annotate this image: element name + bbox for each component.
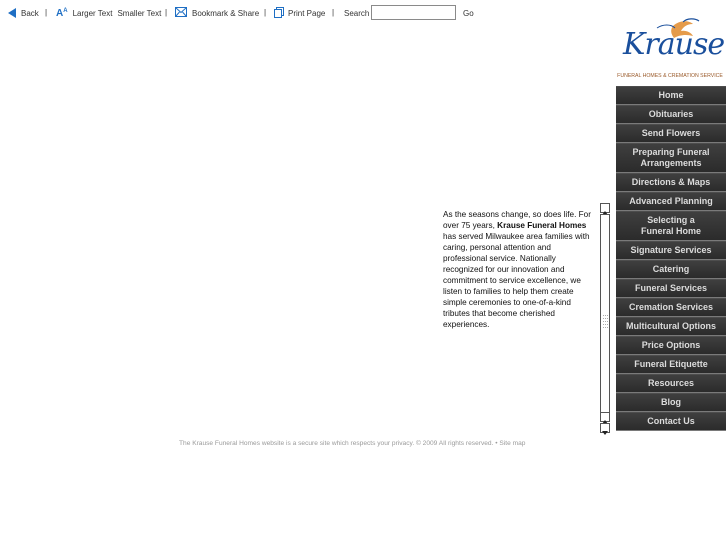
nav-item-label: Funeral Etiquette <box>634 359 708 369</box>
text-size-controls <box>56 5 161 21</box>
nav-item-label: Funeral Home <box>640 226 701 236</box>
nav-item-label: Home <box>658 90 684 100</box>
logo-tagline: FUNERAL HOMES & CREMATION SERVICE <box>617 73 723 79</box>
nav-item-label: Selecting a <box>647 215 695 225</box>
toolbar-separator: | <box>45 8 48 17</box>
nav-item-blog[interactable] <box>616 393 726 412</box>
nav-item-label: Arrangements <box>640 158 702 168</box>
nav-item-label: Send Flowers <box>641 128 701 138</box>
sitemap-link[interactable]: Site map <box>499 440 526 447</box>
search-label: Search <box>344 8 370 18</box>
nav-item-label: Price Options <box>641 340 701 350</box>
content-scrollbar[interactable] <box>600 203 610 434</box>
footer-text: The Krause Funeral Homes website is a secure site which respects your privacy. © 2009 All rights reserved. • <box>179 440 498 447</box>
go-button[interactable]: Go <box>463 8 474 18</box>
scroll-up-button[interactable] <box>600 203 610 213</box>
scroll-grip-icon <box>603 315 608 329</box>
company-name: Krause Funeral Homes <box>497 221 587 230</box>
nav-item-directions-maps[interactable] <box>616 173 726 192</box>
top-toolbar <box>6 5 486 23</box>
krause-logo[interactable] <box>613 18 727 82</box>
back-link[interactable]: Back <box>21 8 39 18</box>
nav-item-label: Catering <box>652 264 690 274</box>
nav-item-label: Obituaries <box>648 109 694 119</box>
toolbar-separator: | <box>264 8 267 17</box>
nav-item-home[interactable] <box>616 86 726 105</box>
scroll-track[interactable] <box>600 214 610 414</box>
nav-item-multicultural-options[interactable] <box>616 317 726 336</box>
back-arrow-icon <box>8 8 16 18</box>
smaller-text-link[interactable]: Smaller Text <box>117 8 162 18</box>
nav-item-catering[interactable] <box>616 260 726 279</box>
nav-item-obituaries[interactable] <box>616 105 726 124</box>
nav-item-label: Contact Us <box>647 416 695 426</box>
nav-item-label: Advanced Planning <box>629 196 713 206</box>
intro-body: has served Milwaukee area families with caring, personal attention and professional service. Nationally recognized for our innovation and commitment to service excellence, we listen to families to help them create simple ceremonies to one-of-a-kind tributes that become cherished experiences. <box>443 232 590 329</box>
nav-item-label: Resources <box>647 378 695 388</box>
arrow-down-icon <box>601 429 609 437</box>
nav-item-cremation-services[interactable] <box>616 298 726 317</box>
print-button[interactable] <box>274 5 325 21</box>
nav-item-resources[interactable] <box>616 374 726 393</box>
nav-item-label: Directions & Maps <box>631 177 711 187</box>
nav-item-label: Blog <box>661 397 681 407</box>
nav-item-advanced-planning[interactable] <box>616 192 726 211</box>
intro-text <box>443 209 597 330</box>
logo-brand: Krause <box>623 27 725 62</box>
nav-item-contact-us[interactable] <box>616 412 726 431</box>
nav-item-label: Cremation Services <box>628 302 714 312</box>
toolbar-separator: | <box>165 8 168 17</box>
nav-item-preparing-funeral-arrangements[interactable] <box>616 143 726 173</box>
back-button[interactable] <box>8 5 39 21</box>
toolbar-separator: | <box>332 8 335 17</box>
nav-item-funeral-services[interactable] <box>616 279 726 298</box>
footer <box>179 440 559 447</box>
print-page-icon <box>274 7 284 20</box>
nav-item-label: Signature Services <box>630 245 712 255</box>
print-link[interactable]: Print Page <box>288 8 326 18</box>
nav-item-signature-services[interactable] <box>616 241 726 260</box>
scroll-up-bottom-button[interactable] <box>600 412 610 422</box>
envelope-icon <box>175 7 187 19</box>
nav-item-price-options[interactable] <box>616 336 726 355</box>
search-input[interactable] <box>371 5 456 20</box>
bookmark-button[interactable] <box>175 5 259 21</box>
main-navigation <box>616 86 726 431</box>
nav-item-label: Funeral Services <box>634 283 708 293</box>
larger-text-link[interactable]: Larger Text <box>72 8 113 18</box>
nav-item-label: Preparing Funeral <box>632 147 710 157</box>
text-size-icon: $A^A$ <box>56 7 68 19</box>
bookmark-link[interactable]: Bookmark & Share <box>192 8 260 18</box>
nav-item-selecting-funeral-home[interactable] <box>616 211 726 241</box>
nav-item-label: Multicultural Options <box>626 321 716 331</box>
scroll-down-button[interactable] <box>600 423 610 433</box>
intro-sentence: As the seasons change, so does life. For over 75 years, <box>443 210 591 230</box>
nav-item-funeral-etiquette[interactable] <box>616 355 726 374</box>
nav-item-send-flowers[interactable] <box>616 124 726 143</box>
